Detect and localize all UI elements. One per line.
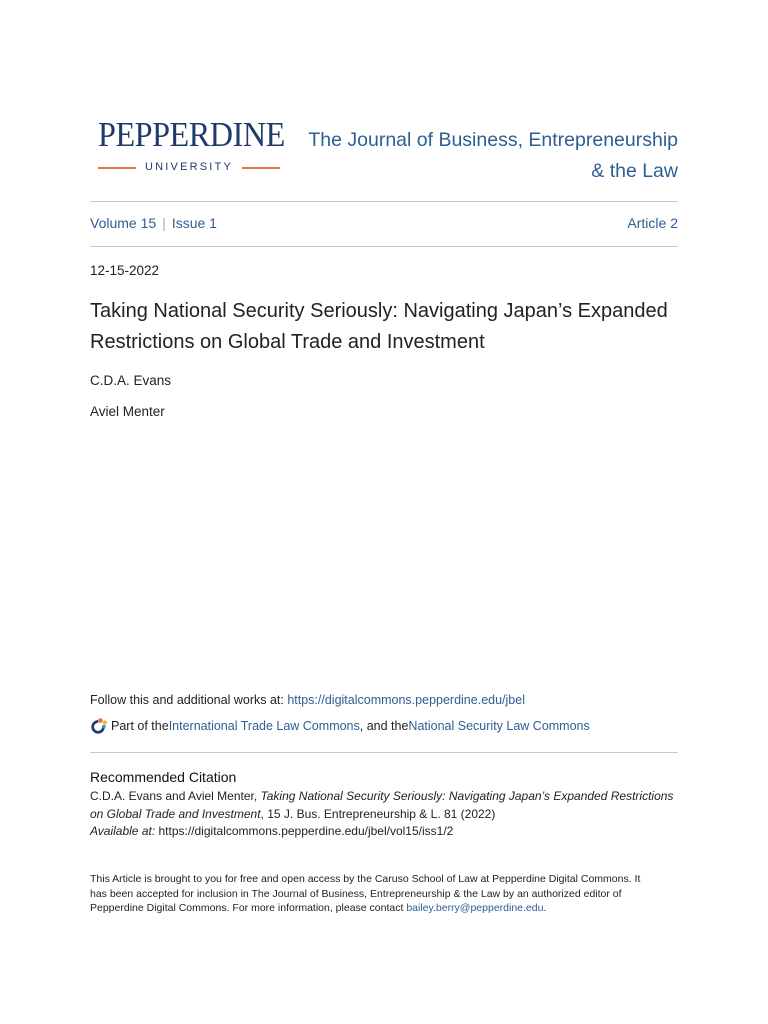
citation-source: , 15 J. Bus. Entrepreneurship & L. 81 (2022): [260, 806, 496, 821]
divider-top: [90, 201, 678, 202]
divider-bottom: [90, 752, 678, 753]
commons-network-icon: [90, 717, 108, 735]
author-2: Aviel Menter: [90, 404, 165, 419]
issue-bar: [90, 213, 678, 233]
logo-rule-right: [242, 167, 280, 169]
recommended-citation-heading: Recommended Citation: [90, 769, 237, 785]
national-security-law-commons-link[interactable]: National Security Law Commons: [408, 719, 590, 733]
issue-separator: |: [162, 215, 166, 231]
journal-title-line2[interactable]: & the Law: [591, 160, 678, 182]
journal-title-line1[interactable]: The Journal of Business, Entrepreneurship: [308, 129, 678, 151]
recommended-citation: [90, 788, 680, 841]
author-1: C.D.A. Evans: [90, 373, 172, 388]
access-notice-end: .: [543, 902, 547, 914]
available-at-url[interactable]: https://digitalcommons.pepperdine.edu/jbel/vol15/iss1/2: [155, 824, 454, 838]
logo-subline: [98, 160, 280, 174]
logo-university: UNIVERSITY: [144, 161, 233, 173]
access-notice: [90, 872, 650, 916]
logo-wordmark: PEPPERDINE: [98, 115, 285, 154]
citation-authors: C.D.A. Evans and Aviel Menter,: [90, 789, 261, 803]
journal-title[interactable]: [278, 125, 678, 187]
pepperdine-logo[interactable]: [98, 115, 285, 177]
logo-rule-left: [98, 167, 136, 169]
volume-link[interactable]: Volume 15: [90, 215, 157, 231]
publication-date: 12-15-2022: [90, 263, 160, 278]
article-link[interactable]: Article 2: [627, 215, 678, 231]
part-of-line: [90, 715, 590, 737]
follow-url-link[interactable]: https://digitalcommons.pepperdine.edu/jbel: [287, 693, 525, 707]
access-notice-text: This Article is brought to you for free and open access by the Caruso School of Law at Pepperdine Digital Commons. It has been accepted for inclusion in The Journal of Business, Entrepreneurship & the Law by an authorized editor of Pepperdine Digital Commons. For more information, please contact: [90, 873, 641, 914]
issue-link[interactable]: Issue 1: [171, 215, 217, 231]
follow-label: Follow this and additional works at:: [90, 693, 288, 707]
part-of-prefix: Part of the: [111, 719, 169, 733]
follow-line: [90, 691, 525, 709]
article-title: Taking National Security Seriously: Navigating Japan’s Expanded Restrictions on Global Trade and Investment: [90, 300, 668, 353]
contact-email-link[interactable]: bailey.berry@pepperdine.edu: [406, 902, 544, 914]
available-at-label: Available at:: [90, 824, 156, 838]
citation-title: Taking National Security Seriously: Navigating Japan’s Expanded Restrictions on Global Trade and Investment: [90, 789, 674, 821]
divider-middle: [90, 246, 678, 247]
international-trade-law-commons-link[interactable]: International Trade Law Commons: [168, 719, 360, 733]
part-of-middle: , and the: [359, 719, 409, 733]
